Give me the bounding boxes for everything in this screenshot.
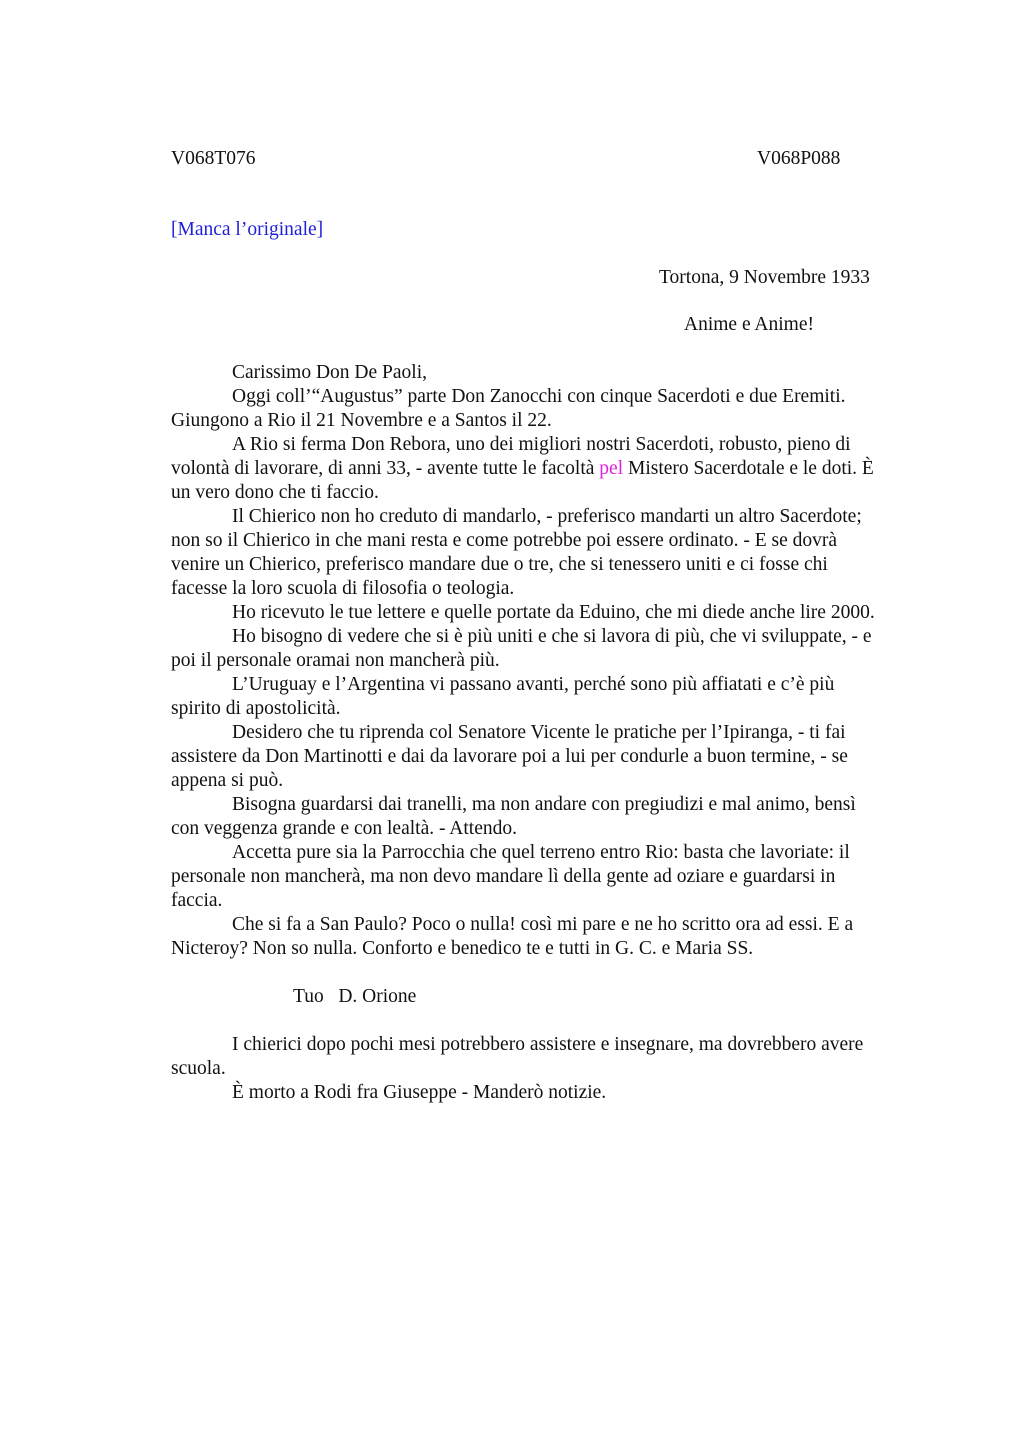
body-line: Il Chierico non ho creduto di mandarlo, - preferisco mandarti un altro Sacerdote;	[232, 506, 862, 527]
body-line: A Rio si ferma Don Rebora, uno dei migliori nostri Sacerdoti, robusto, pieno di	[232, 434, 851, 455]
body-line: L’Uruguay e l’Argentina vi passano avanti, perché sono più affiatati e c’è più	[232, 674, 835, 695]
letter-date: Tortona, 9 Novembre 1933	[659, 267, 870, 288]
postscript-line: È morto a Rodi fra Giuseppe - Manderò notizie.	[232, 1082, 607, 1103]
body-line: spirito di apostolicità.	[171, 698, 341, 719]
spacer	[171, 961, 931, 985]
highlighted-word: pel	[599, 458, 624, 479]
body-text-segment: Mistero Sacerdotale e le doti. È	[623, 458, 874, 479]
body-line: Oggi coll’“Augustus” parte Don Zanocchi con cinque Sacerdoti e due Eremiti.	[232, 386, 846, 407]
body-line: Ho bisogno di vedere che si è più uniti e che si lavora di più, che vi sviluppate, - e	[232, 626, 872, 647]
body-line: non so il Chierico in che mani resta e come potrebbe poi essere ordinato. - E se dovrà	[171, 530, 838, 551]
document-code-right: V068P088	[757, 148, 841, 169]
body-line: Bisogna guardarsi dai tranelli, ma non andare con pregiudizi e mal animo, bensì	[232, 794, 856, 815]
body-line: un vero dono che ti faccio.	[171, 482, 379, 503]
body-line: personale non mancherà, ma non devo mandare lì della gente ad oziare e guardarsi in	[171, 866, 836, 887]
body-line: facesse la loro scuola di filosofia o teologia.	[171, 578, 515, 599]
salutation: Carissimo Don De Paoli,	[232, 362, 427, 383]
body-line: Nicteroy? Non so nulla. Conforto e benedico te e tutti in G. C. e Maria SS.	[171, 938, 754, 959]
document-code-left: V068T076	[171, 148, 256, 169]
letter-body	[171, 361, 931, 1105]
letter-motto: Anime e Anime!	[684, 314, 814, 335]
body-line: venire un Chierico, preferisco mandare due o tre, che si tenessero uniti e ci fosse chi	[171, 554, 828, 575]
body-line: assistere da Don Martinotti e dai da lavorare poi a lui per condurle a buon termine, - se	[171, 746, 848, 767]
body-line: Ho ricevuto le tue lettere e quelle portate da Eduino, che mi diede anche lire 2000.	[232, 602, 875, 623]
body-line: Desidero che tu riprenda col Senatore Vicente le pratiche per l’Ipiranga, - ti fai	[232, 722, 846, 743]
postscript-line: I chierici dopo pochi mesi potrebbero assistere e insegnare, ma dovrebbero avere	[232, 1034, 864, 1055]
body-line: faccia.	[171, 890, 223, 911]
body-line: poi il personale oramai non mancherà più.	[171, 650, 500, 671]
signature: Tuo D. Orione	[293, 986, 417, 1007]
body-line: Giungono a Rio il 21 Novembre e a Santos il 22.	[171, 410, 552, 431]
body-line: Accetta pure sia la Parrocchia che quel terreno entro Rio: basta che lavoriate: il	[232, 842, 850, 863]
spacer	[171, 1009, 931, 1033]
editorial-note: [Manca l’originale]	[171, 219, 324, 240]
body-line-with-highlight	[171, 457, 931, 481]
body-line: con veggenza grande e con lealtà. - Attendo.	[171, 818, 517, 839]
body-text-segment: volontà di lavorare, di anni 33, - avente tutte le facoltà	[171, 458, 600, 479]
postscript-line: scuola.	[171, 1058, 226, 1079]
body-line: appena si può.	[171, 770, 284, 791]
body-line: Che si fa a San Paulo? Poco o nulla! così mi pare e ne ho scritto ora ad essi. E a	[232, 914, 854, 935]
